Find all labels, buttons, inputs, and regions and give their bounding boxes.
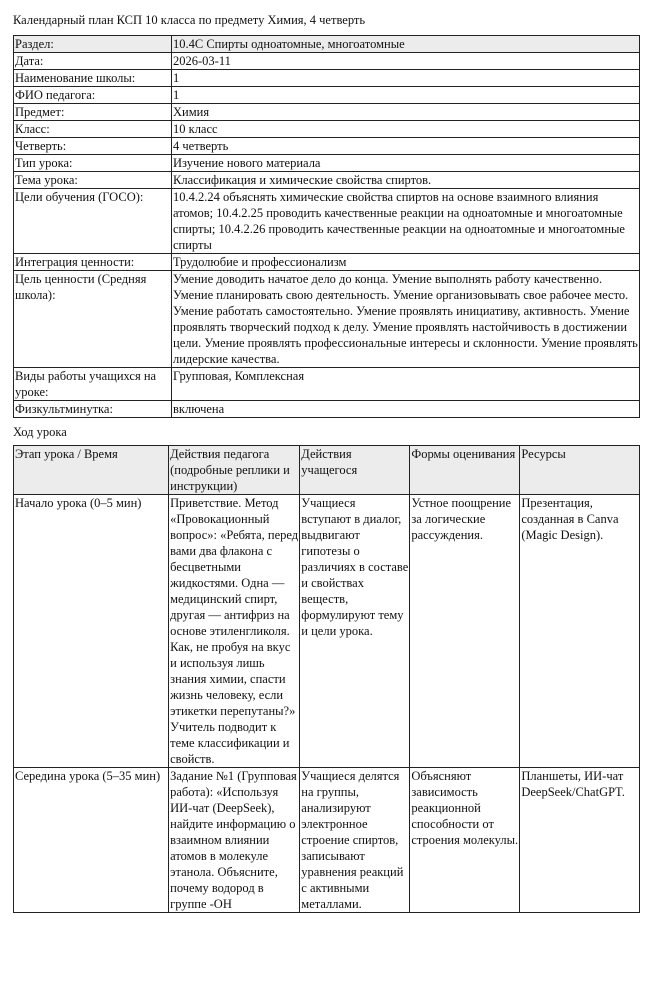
info-value: Трудолюбие и профессионализм	[172, 254, 640, 271]
info-label: Виды работы учащихся на уроке:	[14, 368, 172, 401]
info-value: 1	[172, 87, 640, 104]
info-label: Тип урока:	[14, 155, 172, 172]
info-label: Интеграция ценности:	[14, 254, 172, 271]
plan-column-header: Формы оценивания	[410, 446, 520, 495]
info-row	[14, 254, 640, 271]
info-value: 10.4С Спирты одноатомные, многоатомные	[172, 36, 640, 53]
info-row	[14, 172, 640, 189]
info-label: Предмет:	[14, 104, 172, 121]
plan-teacher-cell: Задание №1 (Групповая работа): «Используя ИИ-чат (DeepSeek), найдите информацию о взаимном влиянии атомов в молекуле этанола. Объясните, почему водород в группе -OH	[169, 768, 300, 913]
plan-assessment-cell: Устное поощрение за логические рассуждения.	[410, 495, 520, 768]
lesson-plan-table	[13, 445, 640, 913]
info-row	[14, 138, 640, 155]
info-value: 4 четверть	[172, 138, 640, 155]
info-label: Наименование школы:	[14, 70, 172, 87]
info-value: 10.4.2.24 объяснять химические свойства спиртов на основе взаимного влияния атомов; 10.4.2.25 проводить качественные реакции на одноатомные и многоатомные спирты; 10.4.2.26 проводить качественные реакции на одноатомные и многоатомные спирты	[172, 189, 640, 254]
section-title: Ход урока	[13, 425, 67, 439]
info-row	[14, 121, 640, 138]
info-label: Раздел:	[14, 36, 172, 53]
info-row	[14, 87, 640, 104]
lesson-info-table	[13, 35, 640, 418]
plan-resources-cell: Презентация, созданная в Canva (Magic Design).	[520, 495, 640, 768]
plan-assessment-cell: Объясняют зависимость реакционной способности от строения молекулы.	[410, 768, 520, 913]
info-label: Дата:	[14, 53, 172, 70]
info-value: включена	[172, 401, 640, 418]
info-row	[14, 70, 640, 87]
plan-student-cell: Учащиеся вступают в диалог, выдвигают гипотезы о различиях в составе и свойствах веществ, формулируют тему и цели урока.	[300, 495, 410, 768]
info-label: Тема урока:	[14, 172, 172, 189]
info-label: Четверть:	[14, 138, 172, 155]
plan-teacher-cell: Приветствие. Метод «Провокационный вопрос»: «Ребята, перед вами два флакона с бесцветными жидкостями. Одна — медицинский спирт, другая — антифриз на основе этиленгликоля. Как, не пробуя на вкус и используя лишь знания химии, спасти жизнь человеку, если этикетки перепутаны?» Учитель подводит к теме классификации и свойств.	[170, 496, 299, 766]
info-row	[14, 189, 640, 254]
plan-column-header: Этап урока / Время	[14, 446, 169, 495]
info-row	[14, 104, 640, 121]
info-label: Цель ценности (Средняя школа):	[14, 271, 172, 368]
info-row	[14, 155, 640, 172]
info-value: 10 класс	[172, 121, 640, 138]
info-value: Групповая, Комплексная	[172, 368, 640, 401]
info-label: Цели обучения (ГОСО):	[14, 189, 172, 254]
plan-student-cell: Учащиеся делятся на группы, анализируют электронное строение спиртов, записывают уравнения реакций с активными металлами.	[300, 768, 410, 913]
info-value: Изучение нового материала	[172, 155, 640, 172]
plan-resources-cell: Планшеты, ИИ-чат DeepSeek/ChatGPT.	[520, 768, 640, 913]
info-value: Классификация и химические свойства спиртов.	[172, 172, 640, 189]
info-value: Химия	[172, 104, 640, 121]
plan-column-header: Действия педагога (подробные реплики и инструкции)	[169, 446, 300, 495]
info-value: Умение доводить начатое дело до конца. Умение выполнять работу качественно. Умение планировать свою деятельность. Умение организовывать свое рабочее место. Умение работать самостоятельно. Умение проявлять инициативу, активность. Умение проявлять творческий подход к делу. Умение проявлять настойчивость в достижении цели. Умение проявлять профессиональные интересы и склонности. Умение проявлять лидерские качества.	[173, 272, 638, 366]
plan-column-header: Действия учащегося	[300, 446, 410, 495]
info-value: 1	[172, 70, 640, 87]
plan-stage-cell: Середина урока (5–35 мин)	[14, 768, 169, 913]
info-row	[14, 36, 640, 53]
info-label: ФИО педагога:	[14, 87, 172, 104]
info-row	[14, 401, 640, 418]
info-label: Физкультминутка:	[14, 401, 172, 418]
info-row	[14, 53, 640, 70]
info-row	[14, 271, 640, 368]
document-title: Календарный план КСП 10 класса по предмету Химия, 4 четверть	[13, 13, 366, 27]
plan-column-header: Ресурсы	[520, 446, 640, 495]
info-row	[14, 368, 640, 401]
plan-stage-cell: Начало урока (0–5 мин)	[14, 495, 169, 768]
info-value: 2026-03-11	[172, 53, 640, 70]
plan-row	[14, 768, 640, 913]
info-label: Класс:	[14, 121, 172, 138]
plan-row	[14, 495, 640, 768]
